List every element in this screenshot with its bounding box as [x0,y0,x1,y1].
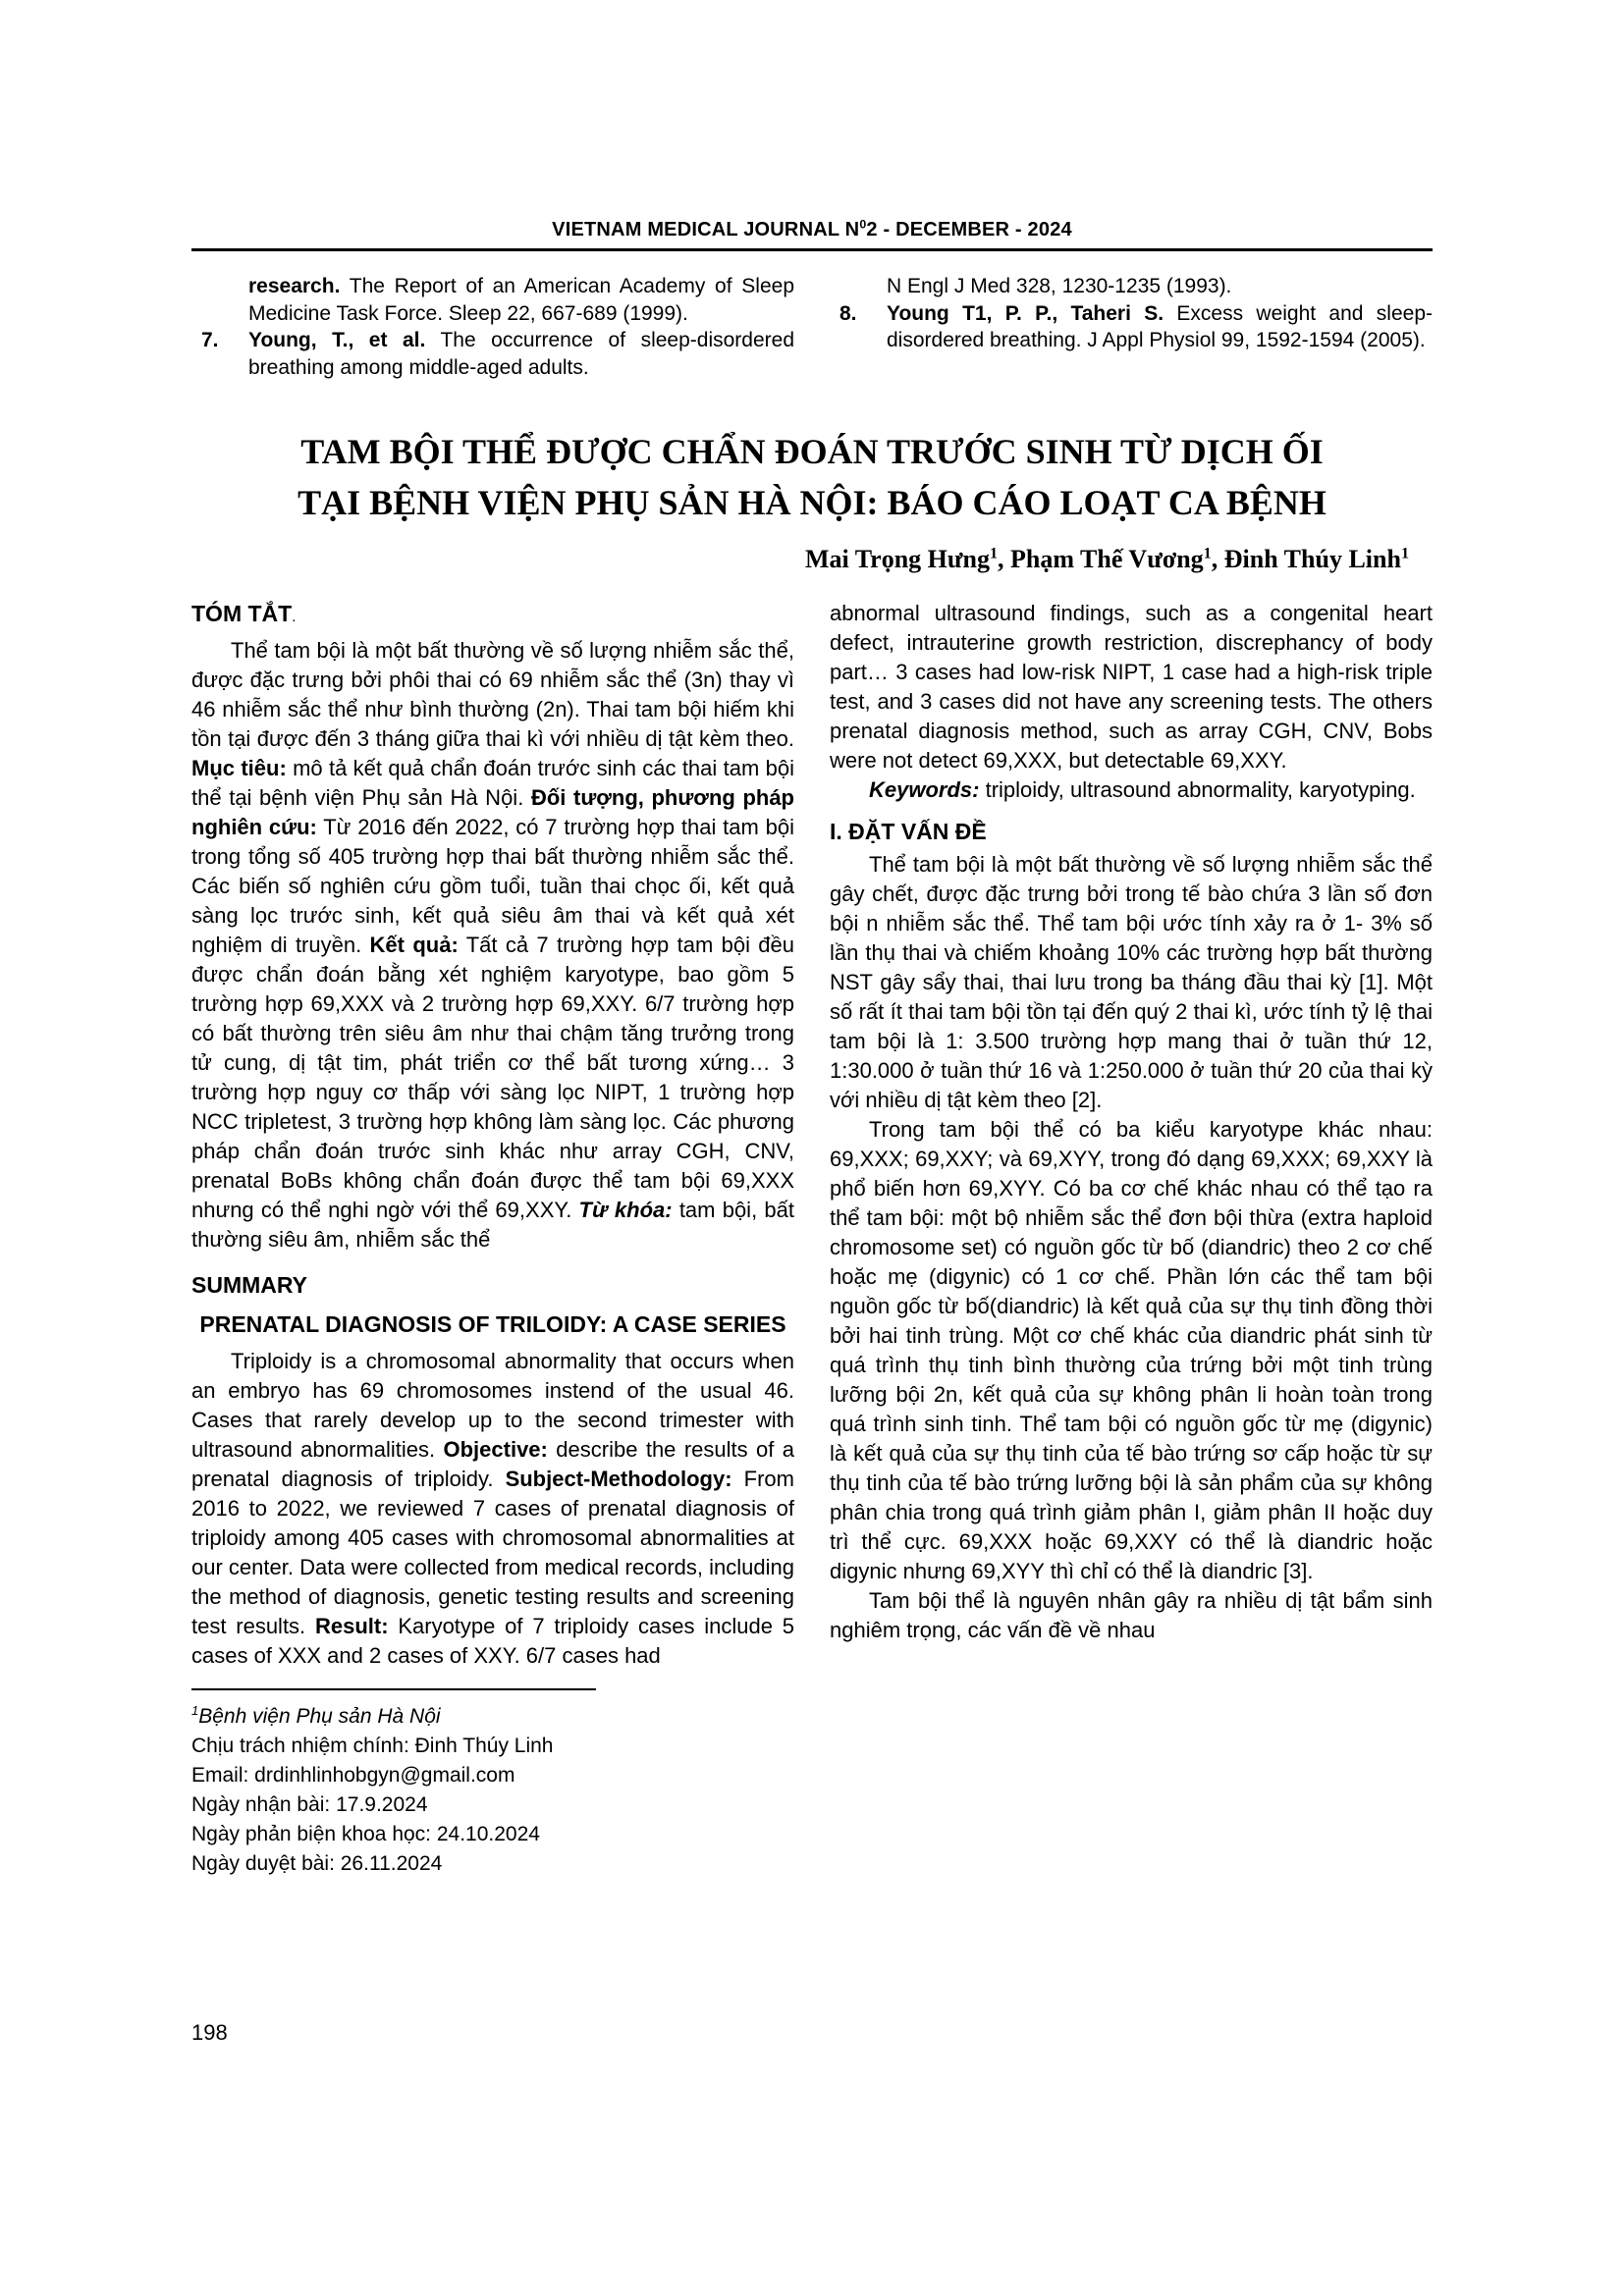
reference-item-8 [830,300,1433,354]
intro-paragraph-3: Tam bội thể là nguyên nhân gây ra nhiều dị tật bẩm sinh nghiêm trọng, các vấn đề về nhau [830,1588,1433,1642]
reference-text: N Engl J Med 328, 1230-1235 (1993). [887,275,1232,297]
references-section [191,273,1433,381]
page-number: 198 [191,2020,228,2045]
reference-carryover [191,273,794,327]
footnote-email: Email: drdinhlinhobgyn@gmail.com [191,1764,515,1787]
keywords-paragraph: Keywords: triploidy, ultrasound abnormality, karyotyping. [869,777,1416,802]
reference-text: research. The Report of an American Academy of Sleep Medicine Task Force. Sleep 22, 667-689 (1999). [248,275,794,325]
summary-english-title: PRENATAL DIAGNOSIS OF TRILOIDY: A CASE SERIES [199,1311,786,1337]
footnote-responsible: Chịu trách nhiệm chính: Đinh Thúy Linh [191,1735,554,1757]
reference-text: Young, T., et al. The occurrence of sleep-disordered breathing among middle-aged adults. [248,329,794,379]
authors-line: Mai Trọng Hưng$^1$, Phạm Thế Vương$^1$, Đinh Thúy Linh$^1$ [804,545,1409,573]
header-rule [191,248,1433,251]
footnote-accepted-date: Ngày duyệt bài: 26.11.2024 [191,1852,443,1875]
reference-number: 8. [839,301,857,325]
footnote-separator [191,1688,596,1690]
footnote-block [191,1688,794,1879]
references-right-column [830,273,1433,381]
heading-dat-van-de: I. ĐẶT VẤN ĐỀ [830,819,987,844]
footnote-affiliation: $^1$Bệnh viện Phụ sản Hà Nội [191,1703,441,1728]
summary-en-continuation: abnormal ultrasound findings, such as a congenital heart defect, intrauterine growth restriction, discrephancy of body part… 3 cases had low-risk NIPT, 1 case had a high-risk triple test, and 3 cases did not have any screening tests. The others prenatal diagnosis method, such as array CGH, CNV, Bobs were not detect 69,XXX, but detectable 69,XXY. [830,601,1433,773]
body-right-column [830,599,1433,1879]
intro-paragraph-2: Trong tam bội thể có ba kiểu karyotype khác nhau: 69,XXX; 69,XXY; và 69,XYY, trong đó dạng 69,XXX; 69,XXY là phổ biến hơn 69,XYY. Có ba cơ chế khác nhau có thể tạo ra thể tam bội: một bộ nhiễm sắc thể đơn bội thừa (extra haploid chromosome set) có nguồn gốc từ bố (diandric) theo 2 cơ chế hoặc mẹ (digynic) có 1 cơ chế. Phần lớn các thể tam bội nguồn gốc từ bố(diandric) là kết quả của sự thụ tinh đồng thời bởi hai tinh trùng. Một cơ chế khác của diandric phát sinh từ quá trình thụ tinh bình thường của trứng bởi một tinh trùng lưỡng bội 2n, kết quả của sự không phân li hoàn toàn trong quá trình sinh tinh. Thể tam bội có nguồn gốc từ mẹ (digynic) là kết quả của sự thụ tinh của tế bào trứng sơ cấp hoặc từ sự thụ tinh của tế bào trứng lưỡng bội là sản phẩm của sự không phân chia trong quá trình giảm phân I, giảm phân II hoặc duy trì thể cực. 69,XXX hoặc 69,XXY có thể là diandric hoặc digynic nhưng 69,XYY thì chỉ có thể là diandric [3]. [830,1117,1433,1583]
heading-tom-tat-text: TÓM TẮT [191,601,293,626]
reference-number: 7. [201,329,219,351]
reference-carryover [830,273,1433,300]
footnote-received-date: Ngày nhận bài: 17.9.2024 [191,1793,428,1816]
heading-summary: SUMMARY [191,1272,307,1298]
reference-item-7 [191,327,794,381]
article-title-line1: TAM BỘI THỂ ĐƯỢC CHẨN ĐOÁN TRƯỚC SINH TỪ DỊCH ỐI [300,432,1324,471]
article-title-line2: TẠI BỆNH VIỆN PHỤ SẢN HÀ NỘI: BÁO CÁO LOẠT CA BỆNH [298,483,1326,522]
running-head: VIETNAM MEDICAL JOURNAL $N^02$ - DECEMBER - 2024 [552,217,1072,240]
footnote-review-date: Ngày phản biện khoa học: 24.10.2024 [191,1823,540,1845]
heading-tom-tat [191,599,794,632]
summary-en-paragraph: Triploidy is a chromosomal abnormality that occurs when an embryo has 69 chromosomes instend of the usual 46. Cases that rarely develop up to the second trimester with ultrasound abnormalities. Objective: describe the results of a prenatal diagnosis of triploidy. Subject-Methodology: From 2016 to 2022, we reviewed 7 cases of prenatal diagnosis of triploidy among 405 cases with chromosomal abnormalities at our center. Data were collected from medical records, including the method of diagnosis, genetic testing results and screening test results. Result: Karyotype of 7 triploidy cases include 5 cases of XXX and 2 cases of XXY. 6/7 cases had [191,1349,794,1668]
article-body [191,599,1433,1879]
reference-text: Young T1, P. P., Taheri S. Excess weight and sleep-disordered breathing. J Appl Physiol 99, 1592-1594 (2005). [887,301,1433,351]
intro-paragraph-1: Thể tam bội là một bất thường về số lượng nhiễm sắc thể gây chết, được đặc trưng bởi trong tế bào chứa 3 lần số đơn bội n nhiễm sắc thể. Thể tam bội ước tính xảy ra ở 1- 3% số lần thụ thai và chiếm khoảng 10% các trường hợp bất thường NST gây sẩy thai, thai lưu trong ba tháng đầu thai kỳ [1]. Một số rất ít thai tam bội tồn tại đến quý 2 thai kì, ước tính tỷ lệ thai tam bội là 1: 3.500 trường hợp mang thai ở tuần thứ 12, 1:30.000 ở tuần thứ 16 và 1:250.000 ở tuần thứ 20 của thai kỳ với nhiều dị tật kèm theo [2]. [830,852,1433,1112]
references-left-column [191,273,794,381]
heading-tom-tat-dot: . [292,609,297,625]
article-title [191,426,1433,528]
body-left-column [191,599,794,1879]
abstract-vi-paragraph: Thể tam bội là một bất thường về số lượng nhiễm sắc thể, được đặc trưng bởi phôi thai có 69 nhiễm sắc thể (3n) thay vì 46 nhiễm sắc thể như bình thường (2n). Thai tam bội hiếm khi tồn tại được đến 3 tháng giữa thai kì với nhiều dị tật kèm theo. Mục tiêu: mô tả kết quả chẩn đoán trước sinh các thai tam bội thể tại bệnh viện Phụ sản Hà Nội. Đối tượng, phương pháp nghiên cứu: Từ 2016 đến 2022, có 7 trường hợp thai tam bội trong tổng số 405 trường hợp thai bất thường nhiễm sắc thể. Các biến số nghiên cứu gồm tuổi, tuần thai chọc ối, kết quả sàng lọc trước sinh, kết quả siêu âm thai và kết quả xét nghiệm di truyền. Kết quả: Tất cả 7 trường hợp tam bội đều được chẩn đoán bằng xét nghiệm karyotype, bao gồm 5 trường hợp 69,XXX và 2 trường hợp 69,XXY. 6/7 trường hợp có bất thường trên siêu âm như thai chậm tăng trưởng trong tử cung, dị tật tim, phát triển cơ thể bất tương xứng… 3 trường hợp nguy cơ thấp với sàng lọc NIPT, 1 trường hợp NCC tripletest, 3 trường hợp không làm sàng lọc. Các phương pháp chẩn đoán trước sinh khác như array CGH, CNV, prenatal BoBs không chẩn đoán được thể tam bội 69,XXX nhưng có thể nghi ngờ với thể 69,XXY. Từ khóa: tam bội, bất thường siêu âm, nhiễm sắc thể [191,638,795,1252]
